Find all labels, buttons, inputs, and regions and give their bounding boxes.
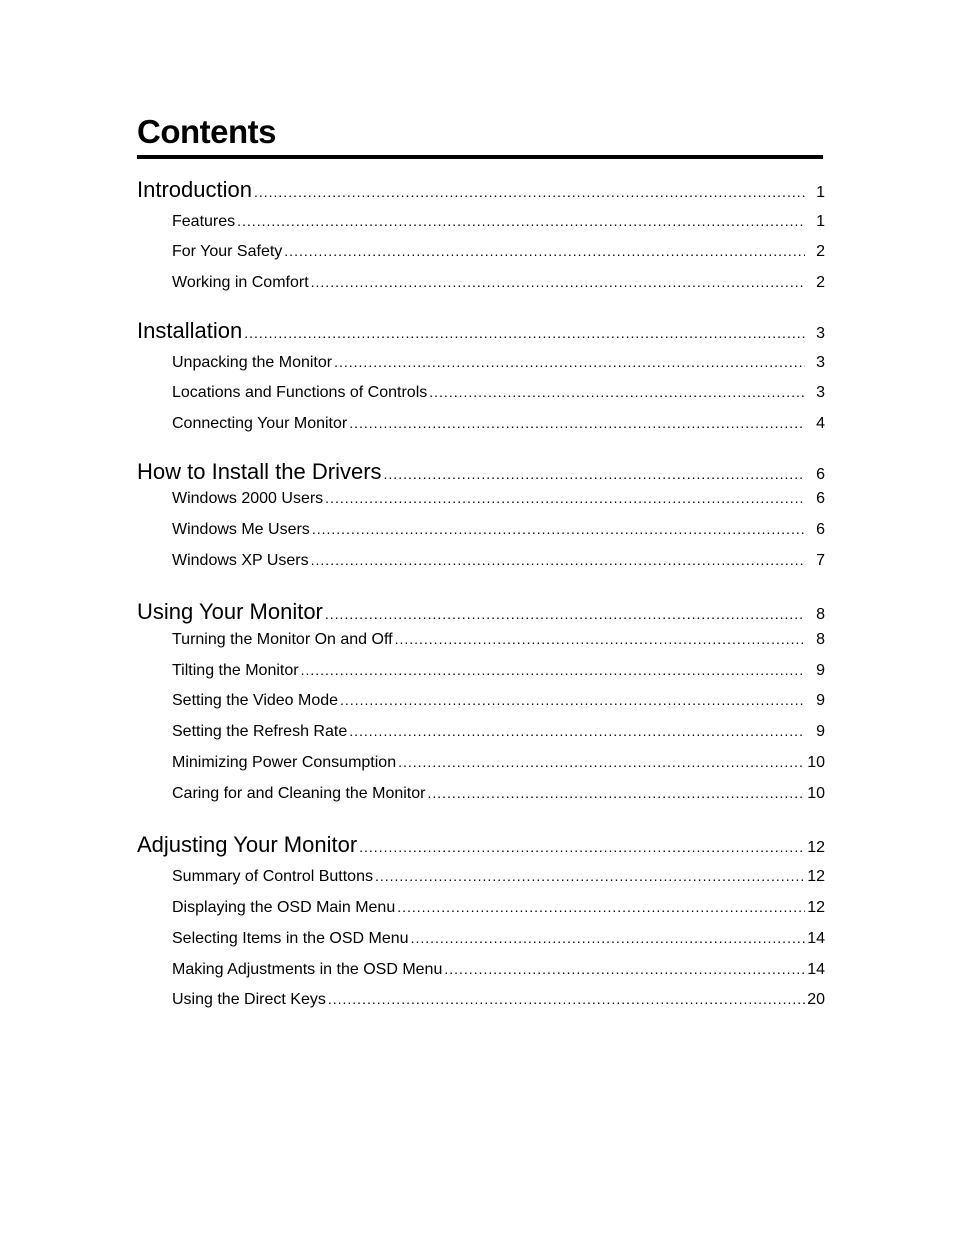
toc-page-number: 6 [816,521,825,538]
toc-item-label: Unpacking the Monitor [172,354,333,371]
toc-section-using-your-monitor[interactable] [137,599,825,629]
toc-page-number: 12 [807,899,825,916]
dot-leader [427,785,805,801]
dot-leader [312,521,805,537]
toc-item-label: Minimizing Power Consumption [172,754,397,771]
toc-item-label: Windows Me Users [172,521,310,538]
toc-page-number: 1 [816,213,825,230]
toc-item-label: Windows XP Users [172,552,309,569]
toc-item-label: For Your Safety [172,243,283,260]
toc-item-label: Features [172,213,236,230]
toc-section-label: Installation [137,318,243,343]
toc-section-label: How to Install the Drivers [137,459,382,484]
toc-item-working-in-comfort[interactable] [172,274,825,298]
toc-page-number: 2 [816,243,825,260]
dot-leader [301,662,805,678]
dot-leader [375,868,805,884]
toc-item-label: Setting the Video Mode [172,692,339,709]
toc-page-number: 12 [807,839,825,856]
dot-leader [325,490,805,506]
dot-leader [311,552,805,568]
dot-leader [237,213,805,229]
toc-section-adjusting-your-monitor[interactable] [137,832,825,862]
toc-item-for-your-safety[interactable] [172,243,825,267]
toc-item-label: Summary of Control Buttons [172,868,373,885]
toc-page-number: 8 [816,606,825,623]
dot-leader [254,184,805,200]
toc-item-windows-me-users[interactable] [172,521,825,545]
toc-section-label: Introduction [137,177,252,202]
toc-item-using-direct-keys[interactable] [172,991,825,1015]
toc-page-number: 14 [807,961,825,978]
toc-item-summary-control-buttons[interactable] [172,868,825,892]
toc-page-number: 10 [807,754,825,771]
dot-leader [340,692,805,708]
toc-item-making-adjustments-osd[interactable] [172,961,825,985]
dot-leader [349,723,805,739]
toc-section-install-drivers[interactable] [137,459,825,489]
toc-section-introduction[interactable] [137,177,825,207]
toc-page-number: 20 [807,991,825,1008]
toc-item-windows-xp-users[interactable] [172,552,825,576]
toc-item-caring-cleaning[interactable] [172,785,825,809]
toc-item-tilting-the-monitor[interactable] [172,662,825,686]
page-title: Contents [137,113,276,150]
toc-item-unpacking-the-monitor[interactable] [172,354,825,378]
toc-page-number: 3 [816,354,825,371]
dot-leader [244,325,805,341]
toc-page-number: 6 [816,490,825,507]
toc-item-label: Turning the Monitor On and Off [172,631,393,648]
toc-section-installation[interactable] [137,318,825,348]
toc-item-label: Setting the Refresh Rate [172,723,348,740]
toc-item-label: Caring for and Cleaning the Monitor [172,785,426,802]
toc-page-number: 2 [816,274,825,291]
dot-leader [411,930,805,946]
toc-item-label: Tilting the Monitor [172,662,299,679]
dot-leader [311,274,805,290]
toc-item-features[interactable] [172,213,825,237]
toc-item-turning-on-off[interactable] [172,631,825,655]
toc-page-number: 8 [816,631,825,648]
toc-page-number: 4 [816,415,825,432]
toc-page-number: 9 [816,692,825,709]
dot-leader [397,899,805,915]
dot-leader [429,384,805,400]
toc-item-label: Working in Comfort [172,274,309,291]
toc-item-label: Connecting Your Monitor [172,415,348,432]
toc-item-setting-refresh-rate[interactable] [172,723,825,747]
toc-item-selecting-items-osd[interactable] [172,930,825,954]
dot-leader [284,243,805,259]
dot-leader [359,839,805,855]
toc-page-number: 14 [807,930,825,947]
toc-section-label: Adjusting Your Monitor [137,832,358,857]
toc-page-number: 10 [807,785,825,802]
toc-page-number: 9 [816,662,825,679]
toc-page-number: 7 [816,552,825,569]
toc-page-number: 6 [816,466,825,483]
toc-item-minimizing-power[interactable] [172,754,825,778]
dot-leader [444,961,805,977]
toc-page-number: 9 [816,723,825,740]
toc-item-label: Using the Direct Keys [172,991,326,1008]
dot-leader [384,466,805,482]
toc-item-connecting-your-monitor[interactable] [172,415,825,439]
toc-page-number: 12 [807,868,825,885]
dot-leader [398,754,805,770]
toc-section-label: Using Your Monitor [137,599,323,624]
toc-item-label: Locations and Functions of Controls [172,384,428,401]
toc-item-label: Making Adjustments in the OSD Menu [172,961,443,978]
dot-leader [395,631,805,647]
dot-leader [328,991,805,1007]
dot-leader [349,415,805,431]
toc-item-windows-2000-users[interactable] [172,490,825,514]
dot-leader [334,354,805,370]
toc-item-displaying-osd-main-menu[interactable] [172,899,825,923]
toc-item-label: Displaying the OSD Main Menu [172,899,396,916]
toc-page-number: 1 [816,184,825,201]
dot-leader [325,606,805,622]
toc-item-label: Selecting Items in the OSD Menu [172,930,409,947]
toc-page-number: 3 [816,325,825,342]
toc-item-setting-video-mode[interactable] [172,692,825,716]
toc-item-locations-and-functions[interactable] [172,384,825,408]
toc-page-number: 3 [816,384,825,401]
title-divider [137,155,823,159]
toc-item-label: Windows 2000 Users [172,490,324,507]
